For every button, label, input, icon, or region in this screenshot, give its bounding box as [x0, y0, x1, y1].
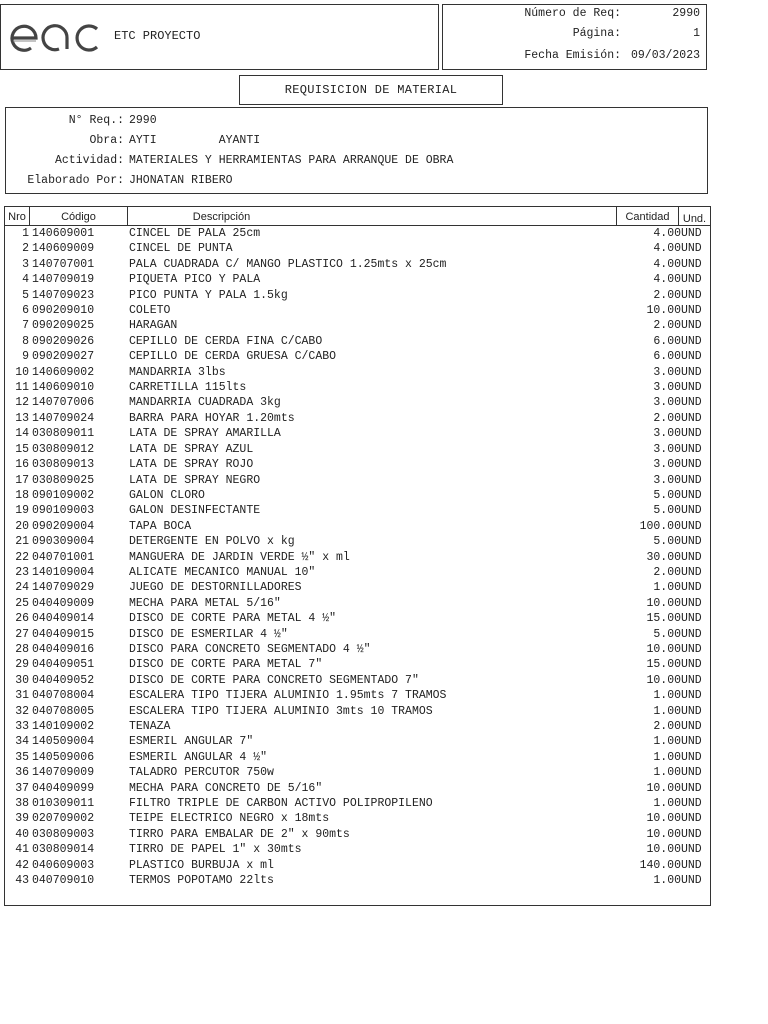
- row-und: UND: [681, 874, 702, 888]
- row-cantidad: 3.00: [653, 381, 681, 395]
- row-nro: 4: [22, 273, 29, 287]
- row-codigo: 040409099: [32, 781, 95, 795]
- row-cantidad: 10.00: [646, 673, 681, 687]
- requisition-info: [5, 107, 708, 194]
- row-codigo: 030809014: [32, 843, 95, 857]
- row-und: UND: [681, 642, 702, 656]
- row-descripcion: TAPA BOCA: [129, 519, 192, 533]
- row-und: UND: [681, 381, 702, 395]
- row-cantidad: 10.00: [646, 596, 681, 610]
- table-row: [5, 365, 710, 380]
- items-table: [4, 206, 711, 906]
- row-und: UND: [681, 689, 702, 703]
- row-und: UND: [681, 565, 702, 579]
- row-und: UND: [681, 350, 702, 364]
- row-descripcion: MECHA PARA METAL 5/16": [129, 596, 281, 610]
- table-row: [5, 488, 710, 503]
- row-cantidad: 10.00: [646, 642, 681, 656]
- table-row: [5, 580, 710, 595]
- row-nro: 43: [15, 874, 29, 888]
- row-cantidad: 6.00: [653, 334, 681, 348]
- row-nro: 11: [15, 381, 29, 395]
- row-cantidad: 4.00: [653, 242, 681, 256]
- row-codigo: 140709024: [32, 411, 95, 425]
- row-nro: 25: [15, 596, 29, 610]
- company-logo: [9, 21, 101, 55]
- row-codigo: 040409014: [32, 612, 95, 626]
- row-codigo: 040709010: [32, 874, 95, 888]
- row-und: UND: [681, 658, 702, 672]
- row-cantidad: 4.00: [653, 273, 681, 287]
- table-row: [5, 395, 710, 410]
- info-req-row: [6, 114, 709, 130]
- row-codigo: 140109004: [32, 565, 95, 579]
- row-cantidad: 10.00: [646, 304, 681, 318]
- table-row: [5, 550, 710, 565]
- table-row: [5, 611, 710, 626]
- row-codigo: 040701001: [32, 550, 95, 564]
- row-nro: 38: [15, 797, 29, 811]
- page-label: Página:: [572, 27, 621, 40]
- row-descripcion: COLETO: [129, 304, 171, 318]
- row-und: UND: [681, 750, 702, 764]
- table-row: [5, 226, 710, 241]
- row-codigo: 010309011: [32, 797, 95, 811]
- row-nro: 42: [15, 858, 29, 872]
- row-cantidad: 2.00: [653, 720, 681, 733]
- req-number-row: [443, 7, 708, 23]
- row-descripcion: PLASTICO BURBUJA x ml: [129, 858, 274, 872]
- table-row: [5, 704, 710, 719]
- document-title-box: [239, 75, 503, 105]
- req-number-value: 2990: [672, 7, 700, 20]
- row-und: UND: [681, 596, 702, 610]
- table-row: [5, 503, 710, 518]
- date-row: [443, 49, 708, 65]
- row-codigo: 140609010: [32, 381, 95, 395]
- row-codigo: 090109003: [32, 504, 95, 518]
- row-nro: 29: [15, 658, 29, 672]
- table-row: [5, 565, 710, 580]
- row-descripcion: TEIPE ELECTRICO NEGRO x 18mts: [129, 812, 330, 826]
- row-descripcion: PICO PUNTA Y PALA 1.5kg: [129, 288, 288, 302]
- row-nro: 7: [22, 319, 29, 333]
- row-nro: 28: [15, 642, 29, 656]
- row-nro: 39: [15, 812, 29, 826]
- row-nro: 22: [15, 550, 29, 564]
- row-nro: 34: [15, 735, 29, 749]
- row-codigo: 040708005: [32, 704, 95, 718]
- row-cantidad: 5.00: [653, 627, 681, 641]
- row-descripcion: CINCEL DE PALA 25cm: [129, 227, 261, 240]
- row-cantidad: 2.00: [653, 288, 681, 302]
- row-nro: 1: [22, 227, 29, 240]
- table-row: [5, 811, 710, 826]
- row-und: UND: [681, 812, 702, 826]
- row-cantidad: 10.00: [646, 843, 681, 857]
- row-codigo: 090209004: [32, 519, 95, 533]
- table-row: [5, 473, 710, 488]
- col-und-header: Und.: [682, 213, 707, 225]
- row-codigo: 140109002: [32, 720, 95, 733]
- row-nro: 36: [15, 766, 29, 780]
- row-cantidad: 10.00: [646, 827, 681, 841]
- row-und: UND: [681, 519, 702, 533]
- row-descripcion: CINCEL DE PUNTA: [129, 242, 233, 256]
- row-nro: 3: [22, 257, 29, 271]
- row-codigo: 140707006: [32, 396, 95, 410]
- table-body: [5, 226, 710, 888]
- row-cantidad: 1.00: [653, 735, 681, 749]
- table-row: [5, 272, 710, 287]
- row-nro: 13: [15, 411, 29, 425]
- table-row: [5, 842, 710, 857]
- row-descripcion: ESCALERA TIPO TIJERA ALUMINIO 3mts 10 TRAMOS: [129, 704, 433, 718]
- row-codigo: 030809025: [32, 473, 95, 487]
- row-cantidad: 1.00: [653, 581, 681, 595]
- row-cantidad: 1.00: [653, 704, 681, 718]
- row-codigo: 040409015: [32, 627, 95, 641]
- info-elaborado-row: [6, 174, 709, 190]
- row-cantidad: 15.00: [646, 612, 681, 626]
- row-codigo: 090109002: [32, 488, 95, 502]
- row-descripcion: CEPILLO DE CERDA GRUESA C/CABO: [129, 350, 337, 364]
- row-und: UND: [681, 535, 702, 549]
- row-cantidad: 2.00: [653, 319, 681, 333]
- row-cantidad: 6.00: [653, 350, 681, 364]
- row-und: UND: [681, 365, 702, 379]
- row-cantidad: 140.00: [639, 858, 681, 872]
- row-descripcion: TIRRO DE PAPEL 1" x 30mts: [129, 843, 302, 857]
- row-und: UND: [681, 504, 702, 518]
- table-row: [5, 734, 710, 749]
- row-cantidad: 1.00: [653, 766, 681, 780]
- row-und: UND: [681, 473, 702, 487]
- table-row: [5, 673, 710, 688]
- row-cantidad: 30.00: [646, 550, 681, 564]
- row-codigo: 030809011: [32, 427, 95, 441]
- table-row: [5, 534, 710, 549]
- row-cantidad: 5.00: [653, 504, 681, 518]
- row-cantidad: 100.00: [639, 519, 681, 533]
- row-nro: 20: [15, 519, 29, 533]
- table-row: [5, 411, 710, 426]
- row-codigo: 040409052: [32, 673, 95, 687]
- row-nro: 41: [15, 843, 29, 857]
- row-cantidad: 10.00: [646, 781, 681, 795]
- info-obra-row: [6, 134, 709, 150]
- row-und: UND: [681, 858, 702, 872]
- row-nro: 37: [15, 781, 29, 795]
- table-row: [5, 827, 710, 842]
- info-elaborado-value: JHONATAN RIBERO: [129, 174, 233, 187]
- document-title: REQUISICION DE MATERIAL: [284, 83, 458, 97]
- table-row: [5, 303, 710, 318]
- row-nro: 26: [15, 612, 29, 626]
- info-elaborado-label: Elaborado Por:: [27, 174, 124, 187]
- row-descripcion: DISCO DE CORTE PARA CONCRETO SEGMENTADO 7": [129, 673, 419, 687]
- row-und: UND: [681, 319, 702, 333]
- company-name: ETC PROYECTO: [114, 29, 201, 43]
- col-codigo-header: Código: [61, 211, 96, 223]
- row-descripcion: MECHA PARA CONCRETO DE 5/16": [129, 781, 323, 795]
- req-number-label: Número de Req:: [524, 7, 621, 20]
- info-actividad-row: [6, 154, 709, 170]
- table-row: [5, 241, 710, 256]
- row-und: UND: [681, 427, 702, 441]
- row-nro: 33: [15, 720, 29, 733]
- row-nro: 27: [15, 627, 29, 641]
- table-row: [5, 318, 710, 333]
- row-und: UND: [681, 766, 702, 780]
- row-nro: 16: [15, 458, 29, 472]
- row-cantidad: 3.00: [653, 427, 681, 441]
- row-und: UND: [681, 827, 702, 841]
- row-nro: 8: [22, 334, 29, 348]
- row-descripcion: CEPILLO DE CERDA FINA C/CABO: [129, 334, 323, 348]
- row-und: UND: [681, 288, 702, 302]
- company-header: [0, 4, 439, 70]
- info-obra-label: Obra:: [89, 134, 124, 147]
- row-codigo: 090309004: [32, 535, 95, 549]
- row-und: UND: [681, 797, 702, 811]
- row-codigo: 040609003: [32, 858, 95, 872]
- row-nro: 18: [15, 488, 29, 502]
- page-row: [443, 27, 708, 43]
- row-und: UND: [681, 396, 702, 410]
- row-descripcion: ESMERIL ANGULAR 7": [129, 735, 254, 749]
- row-descripcion: MANDARRIA CUADRADA 3kg: [129, 396, 281, 410]
- table-row: [5, 426, 710, 441]
- row-codigo: 140709023: [32, 288, 95, 302]
- row-descripcion: BARRA PARA HOYAR 1.20mts: [129, 411, 295, 425]
- row-cantidad: 3.00: [653, 442, 681, 456]
- row-codigo: 090209026: [32, 334, 95, 348]
- table-row: [5, 796, 710, 811]
- table-row: [5, 288, 710, 303]
- row-descripcion: DISCO DE CORTE PARA METAL 7": [129, 658, 323, 672]
- row-cantidad: 1.00: [653, 797, 681, 811]
- col-descripcion-header: Descripción: [192, 211, 251, 223]
- info-actividad-label: Actividad:: [54, 154, 124, 167]
- row-codigo: 090209027: [32, 350, 95, 364]
- row-codigo: 140509004: [32, 735, 95, 749]
- row-und: UND: [681, 581, 702, 595]
- row-codigo: 140709009: [32, 766, 95, 780]
- row-nro: 12: [15, 396, 29, 410]
- table-row: [5, 750, 710, 765]
- table-row: [5, 596, 710, 611]
- row-nro: 32: [15, 704, 29, 718]
- table-row: [5, 380, 710, 395]
- row-descripcion: DISCO PARA CONCRETO SEGMENTADO 4 ½": [129, 642, 371, 656]
- date-label: Fecha Emisión:: [524, 49, 621, 62]
- row-codigo: 090209025: [32, 319, 95, 333]
- row-descripcion: PIQUETA PICO Y PALA: [129, 273, 261, 287]
- row-cantidad: 2.00: [653, 411, 681, 425]
- row-descripcion: TIRRO PARA EMBALAR DE 2" x 90mts: [129, 827, 350, 841]
- row-descripcion: GALON CLORO: [129, 488, 205, 502]
- row-und: UND: [681, 411, 702, 425]
- table-row: [5, 873, 710, 888]
- row-nro: 21: [15, 535, 29, 549]
- row-und: UND: [681, 458, 702, 472]
- row-cantidad: 5.00: [653, 535, 681, 549]
- table-row: [5, 627, 710, 642]
- row-codigo: 030809013: [32, 458, 95, 472]
- row-descripcion: LATA DE SPRAY AZUL: [129, 442, 254, 456]
- row-codigo: 040409051: [32, 658, 95, 672]
- row-descripcion: LATA DE SPRAY ROJO: [129, 458, 254, 472]
- row-nro: 15: [15, 442, 29, 456]
- row-codigo: 140709019: [32, 273, 95, 287]
- row-nro: 14: [15, 427, 29, 441]
- table-row: [5, 349, 710, 364]
- row-descripcion: GALON DESINFECTANTE: [129, 504, 261, 518]
- table-row: [5, 765, 710, 780]
- row-cantidad: 1.00: [653, 874, 681, 888]
- row-descripcion: LATA DE SPRAY NEGRO: [129, 473, 261, 487]
- row-cantidad: 10.00: [646, 812, 681, 826]
- row-codigo: 140509006: [32, 750, 95, 764]
- row-cantidad: 1.00: [653, 689, 681, 703]
- row-cantidad: 3.00: [653, 396, 681, 410]
- row-und: UND: [681, 673, 702, 687]
- row-cantidad: 2.00: [653, 565, 681, 579]
- row-und: UND: [681, 442, 702, 456]
- table-header: [5, 207, 710, 226]
- row-und: UND: [681, 550, 702, 564]
- row-und: UND: [681, 720, 702, 733]
- row-cantidad: 3.00: [653, 365, 681, 379]
- row-und: UND: [681, 627, 702, 641]
- table-row: [5, 781, 710, 796]
- row-nro: 23: [15, 565, 29, 579]
- info-req-label: N° Req.:: [68, 114, 124, 127]
- row-codigo: 140707001: [32, 257, 95, 271]
- row-descripcion: ESMERIL ANGULAR 4 ½": [129, 750, 268, 764]
- row-codigo: 040409009: [32, 596, 95, 610]
- row-codigo: 030809003: [32, 827, 95, 841]
- row-nro: 17: [15, 473, 29, 487]
- table-row: [5, 657, 710, 672]
- row-und: UND: [681, 304, 702, 318]
- row-descripcion: LATA DE SPRAY AMARILLA: [129, 427, 281, 441]
- row-descripcion: HARAGAN: [129, 319, 178, 333]
- row-codigo: 140709029: [32, 581, 95, 595]
- row-und: UND: [681, 781, 702, 795]
- row-und: UND: [681, 257, 702, 271]
- row-descripcion: DISCO DE CORTE PARA METAL 4 ½": [129, 612, 337, 626]
- row-und: UND: [681, 488, 702, 502]
- row-nro: 35: [15, 750, 29, 764]
- row-codigo: 140609002: [32, 365, 95, 379]
- row-und: UND: [681, 735, 702, 749]
- row-codigo: 090209010: [32, 304, 95, 318]
- table-row: [5, 457, 710, 472]
- table-row: [5, 858, 710, 873]
- row-descripcion: FILTRO TRIPLE DE CARBON ACTIVO POLIPROPILENO: [129, 797, 433, 811]
- row-descripcion: DETERGENTE EN POLVO x kg: [129, 535, 295, 549]
- row-descripcion: MANDARRIA 3lbs: [129, 365, 226, 379]
- row-und: UND: [681, 843, 702, 857]
- row-und: UND: [681, 612, 702, 626]
- row-cantidad: 5.00: [653, 488, 681, 502]
- row-descripcion: TALADRO PERCUTOR 750w: [129, 766, 274, 780]
- row-und: UND: [681, 334, 702, 348]
- row-codigo: 140609001: [32, 227, 95, 240]
- row-nro: 5: [22, 288, 29, 302]
- row-cantidad: 4.00: [653, 227, 681, 240]
- info-obra-value: AYTI AYANTI: [129, 134, 261, 147]
- info-actividad-value: MATERIALES Y HERRAMIENTAS PARA ARRANQUE DE OBRA: [129, 154, 454, 167]
- row-cantidad: 3.00: [653, 458, 681, 472]
- date-value: 09/03/2023: [630, 49, 700, 62]
- col-cantidad-header: Cantidad: [625, 211, 670, 223]
- row-codigo: 030809012: [32, 442, 95, 456]
- row-descripcion: JUEGO DE DESTORNILLADORES: [129, 581, 302, 595]
- row-nro: 9: [22, 350, 29, 364]
- row-descripcion: DISCO DE ESMERILAR 4 ½": [129, 627, 288, 641]
- row-cantidad: 4.00: [653, 257, 681, 271]
- row-cantidad: 15.00: [646, 658, 681, 672]
- table-row: [5, 442, 710, 457]
- row-descripcion: MANGUERA DE JARDIN VERDE ½" x ml: [129, 550, 350, 564]
- row-und: UND: [681, 242, 702, 256]
- row-descripcion: PALA CUADRADA C/ MANGO PLASTICO 1.25mts x 25cm: [129, 257, 447, 271]
- row-descripcion: TENAZA: [129, 720, 171, 733]
- page-value: 1: [693, 27, 700, 40]
- row-descripcion: ESCALERA TIPO TIJERA ALUMINIO 1.95mts 7 TRAMOS: [129, 689, 447, 703]
- row-nro: 19: [15, 504, 29, 518]
- row-nro: 10: [15, 365, 29, 379]
- table-row: [5, 642, 710, 657]
- row-cantidad: 3.00: [653, 473, 681, 487]
- row-nro: 31: [15, 689, 29, 703]
- row-descripcion: TERMOS POPOTAMO 22lts: [129, 874, 274, 888]
- row-nro: 6: [22, 304, 29, 318]
- info-req-value: 2990: [129, 114, 157, 127]
- row-nro: 30: [15, 673, 29, 687]
- row-cantidad: 1.00: [653, 750, 681, 764]
- document-meta: [442, 4, 707, 70]
- row-codigo: 020709002: [32, 812, 95, 826]
- row-und: UND: [681, 704, 702, 718]
- row-nro: 40: [15, 827, 29, 841]
- row-nro: 2: [22, 242, 29, 256]
- row-nro: 24: [15, 581, 29, 595]
- row-und: UND: [681, 227, 702, 240]
- table-row: [5, 334, 710, 349]
- row-codigo: 040708004: [32, 689, 95, 703]
- table-row: [5, 257, 710, 272]
- row-codigo: 140609009: [32, 242, 95, 256]
- row-descripcion: CARRETILLA 115lts: [129, 381, 247, 395]
- table-row: [5, 519, 710, 534]
- row-und: UND: [681, 273, 702, 287]
- row-codigo: 040409016: [32, 642, 95, 656]
- table-row: [5, 688, 710, 703]
- row-descripcion: ALICATE MECANICO MANUAL 10": [129, 565, 316, 579]
- col-nro-header: Nro: [8, 211, 26, 223]
- table-row: [5, 719, 710, 734]
